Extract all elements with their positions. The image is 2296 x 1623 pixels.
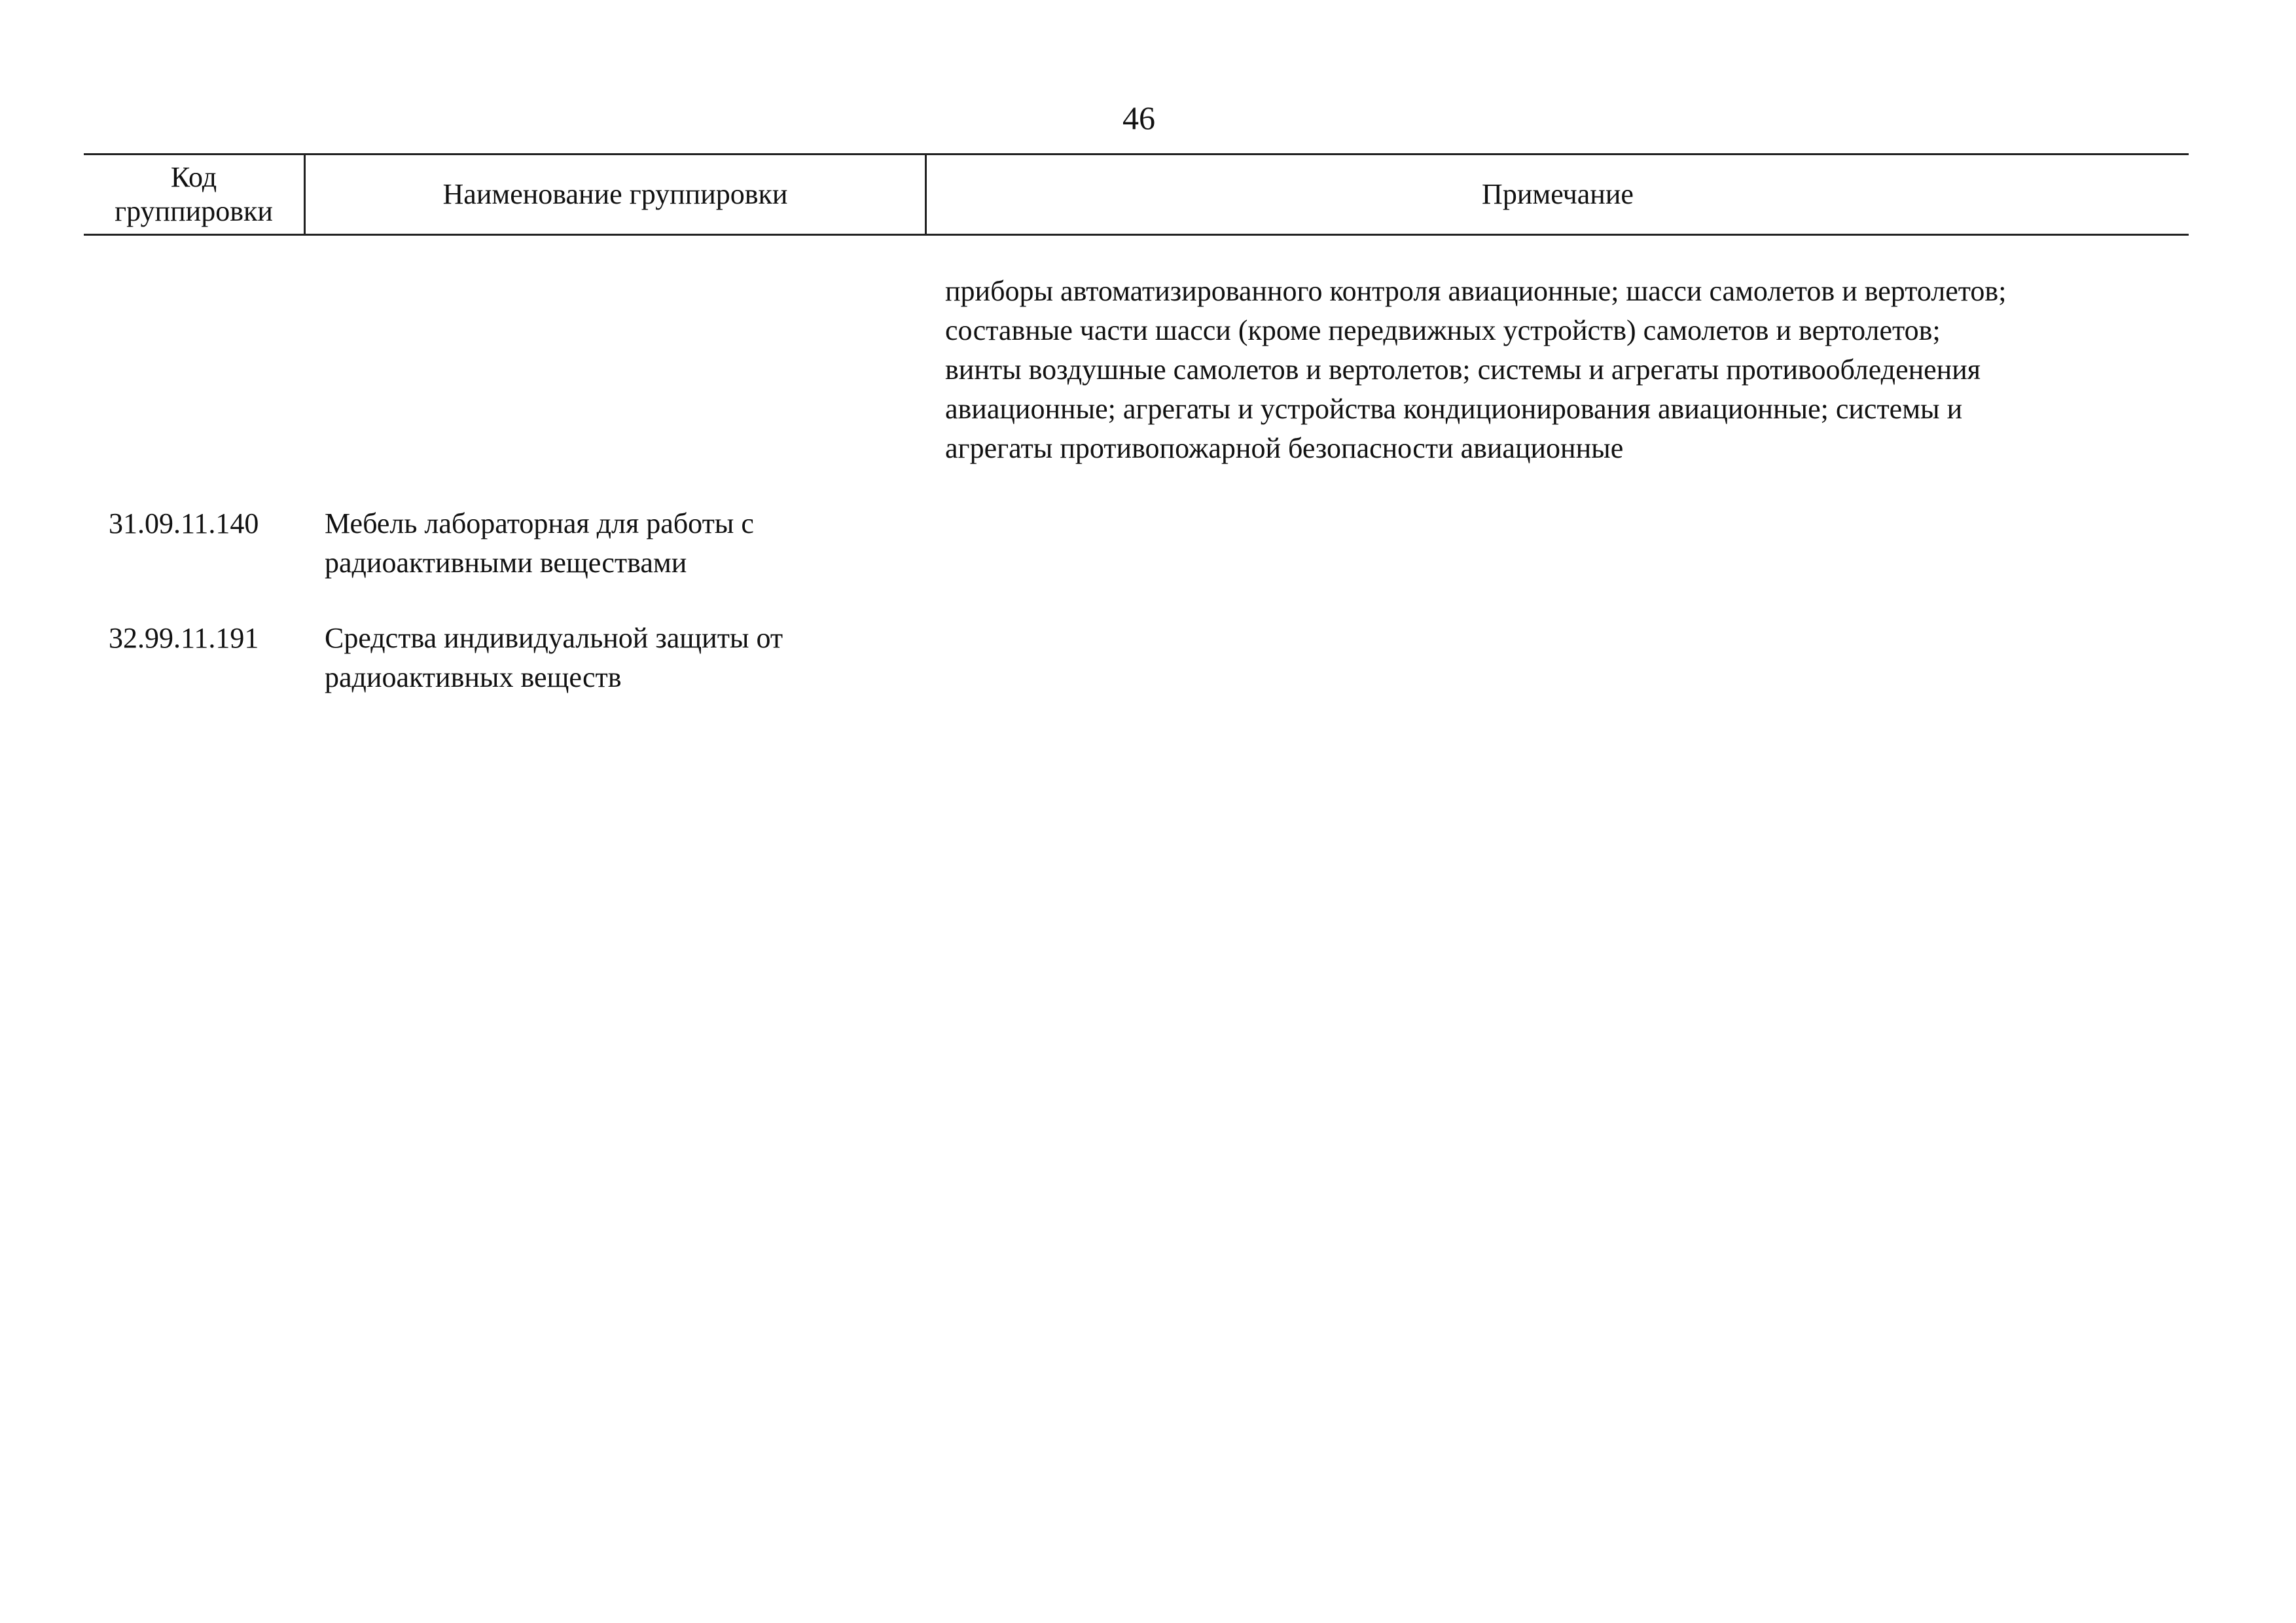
row-name xyxy=(325,504,914,583)
header-code-column xyxy=(84,155,306,234)
note-line: агрегаты противопожарной безопасности авиационные xyxy=(945,432,1624,464)
note-line: приборы автоматизированного контроля авиационные; шасси самолетов и вертолетов; xyxy=(945,275,2007,307)
note-line: составные части шасси (кроме передвижных устройств) самолетов и вертолетов; xyxy=(945,314,1941,346)
row-name-line: радиоактивными веществами xyxy=(325,547,687,579)
header-name-column: Наименование группировки xyxy=(306,155,927,234)
row-code: 32.99.11.191 xyxy=(109,622,259,654)
row-name-line: Средства индивидуальной защиты от xyxy=(325,622,783,654)
table-header xyxy=(84,153,2189,236)
header-code-label-line-1: Код xyxy=(170,161,217,193)
row-name-line: радиоактивных веществ xyxy=(325,661,622,693)
header-code-label-line-2: группировки xyxy=(115,195,273,227)
header-note-column: Примечание xyxy=(1482,178,1634,210)
row-name-line: Мебель лабораторная для работы с xyxy=(325,507,754,539)
note-line: авиационные; агрегаты и устройства кондиционирования авиационные; системы и xyxy=(945,393,1963,425)
row-code: 31.09.11.140 xyxy=(109,507,259,539)
note-line: винты воздушные самолетов и вертолетов; системы и агрегаты противообледенения xyxy=(945,354,1981,386)
row-name xyxy=(325,619,914,697)
page-number: 46 xyxy=(1122,100,1155,136)
continued-note-text xyxy=(945,272,2189,468)
